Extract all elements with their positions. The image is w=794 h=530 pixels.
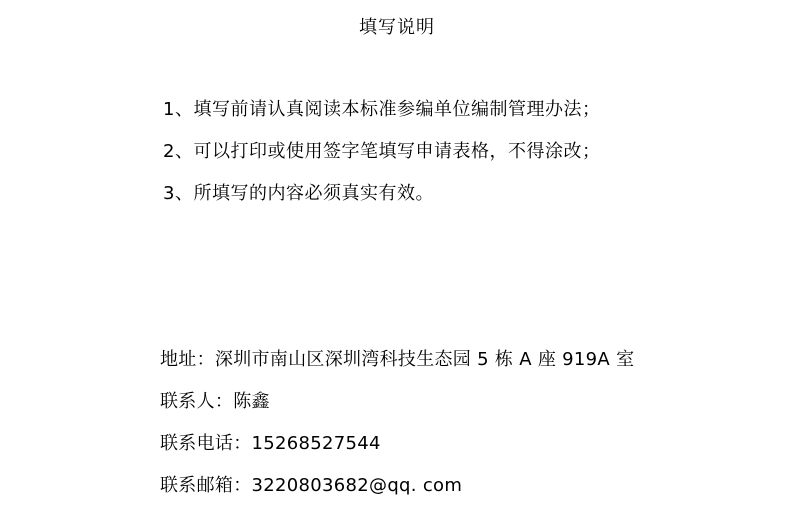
instruction-item-2: 2、可以打印或使用签字笔填写申请表格，不得涂改；: [163, 141, 601, 162]
instruction-list: [163, 98, 600, 224]
page-title: 填写说明: [359, 17, 435, 38]
instruction-item-1: 1、填写前请认真阅读本标准参编单位编制管理办法；: [163, 99, 601, 120]
contact-address: 地址：深圳市南山区深圳湾科技生态园 5 栋 A 座 919A 室: [160, 349, 635, 370]
contact-person: 联系人：陈鑫: [160, 391, 270, 412]
contact-email: 联系邮箱：3220803682@qq. com: [160, 475, 463, 496]
contact-info: [160, 348, 634, 516]
contact-phone: 联系电话：15268527544: [160, 433, 381, 454]
instruction-item-3: 3、所填写的内容必须真实有效。: [163, 183, 434, 204]
